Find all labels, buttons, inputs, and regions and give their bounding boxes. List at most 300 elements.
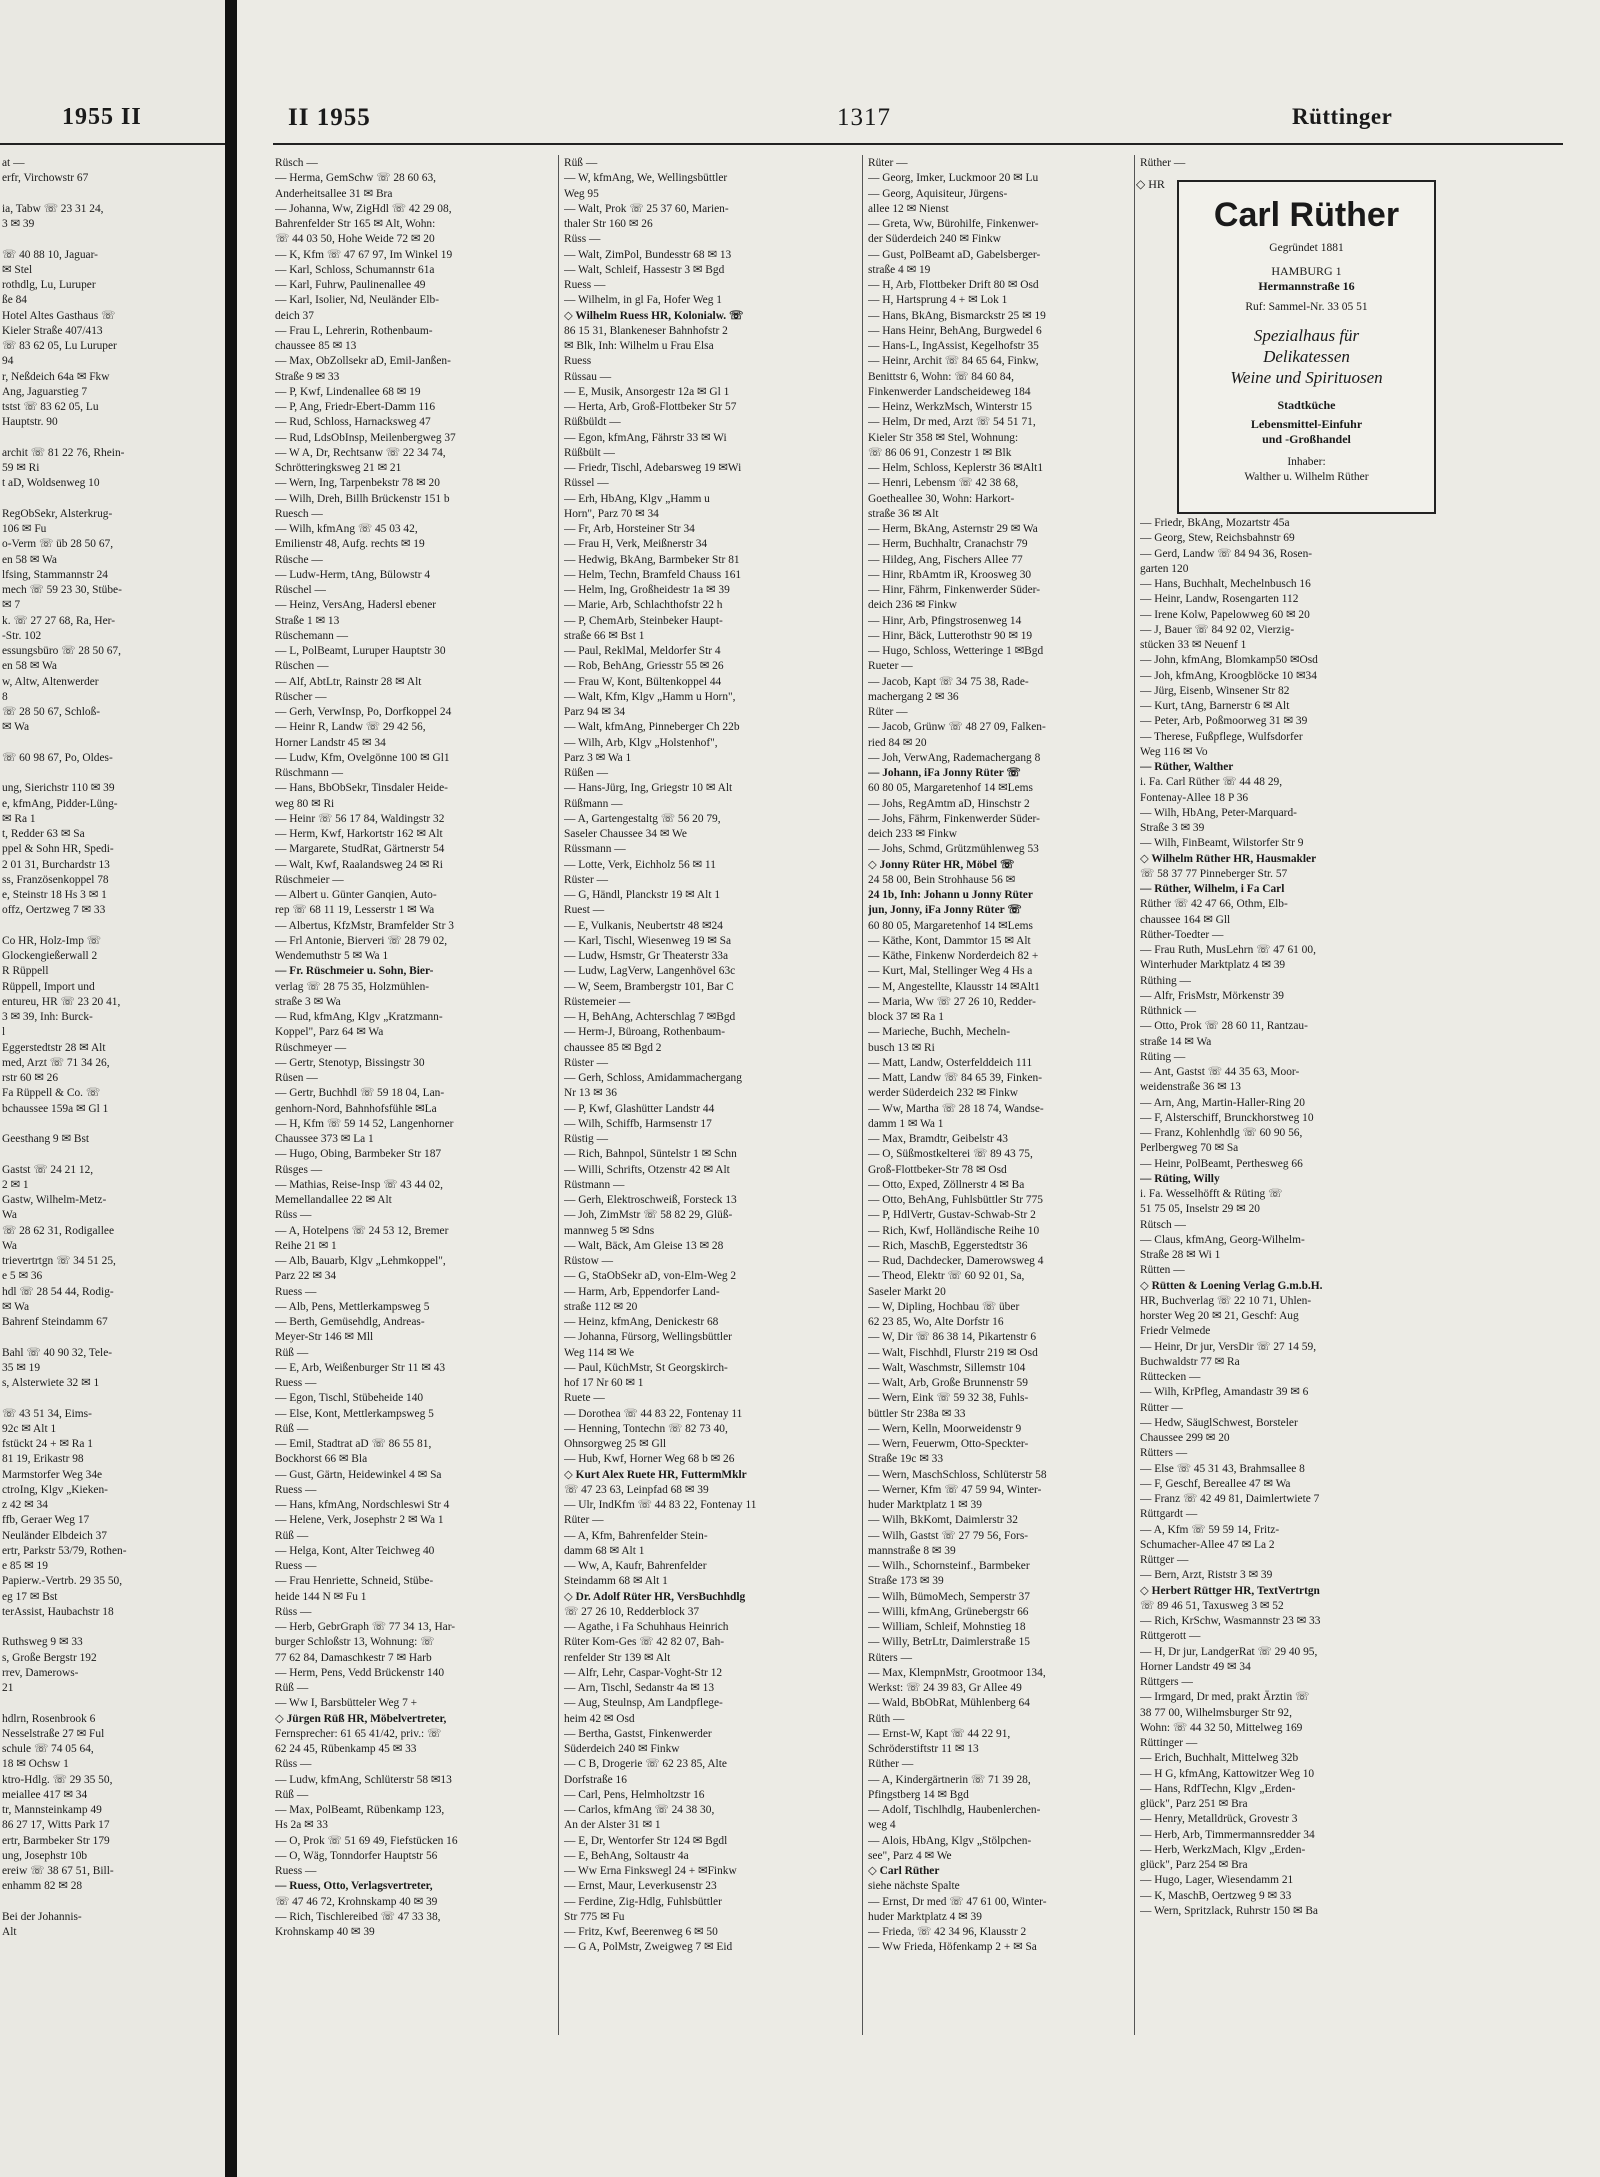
directory-line: ctroIng, Klgv „Kieken-: [2, 1483, 108, 1496]
directory-line: — Marieche, Buchh, Mecheln-: [868, 1026, 1011, 1039]
directory-line: — Hinr, Bäck, Lutterothstr 90 ✉ 19: [868, 629, 1033, 642]
directory-line: Chaussee 299 ✉ 20: [1140, 1432, 1230, 1444]
directory-line: ◇ Jürgen Rüß HR, Möbelvertreter,: [275, 1712, 447, 1725]
directory-line: e, Steinstr 18 Hs 3 ✉ 1: [2, 889, 107, 901]
directory-line: — J, Bauer ☏ 84 92 02, Vierzig-: [1140, 623, 1295, 636]
directory-line: busch 13 ✉ Ri: [868, 1041, 935, 1054]
directory-line: — Wern, Ing, Tarpenbekstr 78 ✉ 20: [275, 477, 440, 490]
previous-page-header-rule: [0, 143, 225, 145]
directory-line: — P, ChemArb, Steinbeker Haupt-: [564, 614, 723, 627]
directory-line: — Hedw, SäuglSchwest, Borsteler: [1140, 1416, 1298, 1429]
directory-line: straße 66 ✉ Bst 1: [564, 629, 645, 642]
directory-line: — Karl, Isolier, Nd, Neuländer Elb-: [275, 294, 440, 307]
directory-line: Ohnsorgweg 25 ✉ Gll: [564, 1438, 667, 1450]
directory-line: Hauptstr. 90: [2, 416, 58, 429]
directory-line: i. Fa. Wesselhöfft & Rüting ☏: [1140, 1188, 1283, 1200]
directory-line: damm 68 ✉ Alt 1: [564, 1544, 645, 1557]
directory-line: Rüth —: [868, 1712, 905, 1725]
directory-line: [2, 1147, 224, 1162]
directory-line: allee 12 ✉ Nienst: [868, 202, 949, 215]
directory-line: Memellandallee 22 ✉ Alt: [275, 1194, 392, 1206]
directory-line: — Johs, Fährm, Finkenwerder Süder-: [868, 812, 1040, 825]
directory-line: — Hans, BkAng, Bismarckstr 25 ✉ 19: [868, 309, 1046, 322]
directory-line: Rüthing —: [1140, 974, 1191, 987]
directory-line: Rüssel —: [564, 477, 609, 490]
directory-line: — Walt, Arb, Große Brunnenstr 59: [868, 1377, 1028, 1389]
directory-line: — Gerh, Elektroschweiß, Forsteck 13: [564, 1194, 737, 1206]
directory-line: — Friedr, BkAng, Mozartstr 45a: [1140, 517, 1290, 529]
directory-line: weg 80 ✉ Ri: [275, 797, 335, 810]
directory-line: — Adolf, Tischlhdlg, Haubenlerchen-: [868, 1804, 1041, 1816]
directory-line: Dorfstraße 16: [564, 1773, 627, 1786]
directory-line: ✉ Blk, Inh: Wilhelm u Frau Elsa: [564, 340, 714, 352]
directory-line: — Hans, Buchhalt, Mechelnbusch 16: [1140, 578, 1311, 590]
directory-line: — Wern, Eink ☏ 59 32 38, Fuhls-: [868, 1392, 1029, 1405]
directory-line: — Wern, Feuerwm, Otto-Speckter-: [868, 1438, 1029, 1450]
ad-street: Hermannstraße 16: [1258, 279, 1355, 293]
directory-line: — Frau Henriette, Schneid, Stübe-: [275, 1575, 434, 1588]
directory-line: erfr, Virchowstr 67: [2, 172, 89, 185]
directory-line: — Helga, Kont, Alter Teichweg 40: [275, 1544, 435, 1557]
directory-line: — Ruess, Otto, Verlagsvertreter,: [275, 1880, 433, 1893]
directory-line: med, Arzt ☏ 71 34 26,: [2, 1056, 110, 1069]
directory-line: — Irene Kolw, Papelowweg 60 ✉ 20: [1140, 608, 1310, 621]
directory-line: — Rich, MaschB, Eggerstedtstr 36: [868, 1239, 1028, 1252]
directory-line: meiallee 417 ✉ 34: [2, 1788, 88, 1801]
directory-line: Rüß —: [564, 157, 598, 169]
directory-line: — Wilh, Gastst ☏ 27 79 56, Fors-: [868, 1529, 1029, 1542]
directory-line: — Georg, Stew, Reichsbahnstr 69: [1140, 532, 1295, 545]
directory-line: Rüther-Toedter —: [1140, 928, 1224, 941]
directory-line: Rüssau —: [564, 370, 612, 383]
directory-line: Alt: [2, 1926, 17, 1938]
directory-line: 3 ✉ 39, Inh: Burck-: [2, 1011, 93, 1023]
directory-line: — Hildeg, Ang, Fischers Allee 77: [868, 553, 1023, 566]
directory-line: — Wilh., Schornsteinf., Barmbeker: [868, 1560, 1030, 1572]
directory-line: Friedr Velmede: [1140, 1325, 1211, 1338]
directory-line: — H, Dr jur, LandgerRat ☏ 29 40 95,: [1140, 1645, 1318, 1658]
directory-line: ◇ Wilhelm Rüther HR, Hausmakler: [1140, 852, 1317, 865]
column-divider-1: [558, 155, 559, 2035]
directory-line: Fa Rüppell & Co. ☏: [2, 1087, 101, 1100]
directory-line: Weg 116 ✉ Vo: [1140, 745, 1208, 758]
directory-line: huder Marktplatz 4 ✉ 39: [868, 1910, 982, 1923]
directory-line: — Herm, BkAng, Asternstr 29 ✉ Wa: [868, 523, 1038, 535]
directory-line: Perlbergweg 70 ✉ Sa: [1140, 1142, 1239, 1155]
directory-line: Winterhuder Marktplatz 4 ✉ 39: [1140, 959, 1286, 972]
directory-line: — Alfr, Lehr, Caspar-Voght-Str 12: [564, 1666, 723, 1679]
directory-line: — Helene, Verk, Josephstr 2 ✉ Wa 1: [275, 1514, 444, 1527]
directory-line: — Walt, Bäck, Am Gleise 13 ✉ 28: [564, 1239, 724, 1252]
directory-line: — Herm, Pens, Vedd Brückenstr 140: [275, 1666, 445, 1679]
previous-page-edge: [0, 0, 225, 2177]
directory-line: 92c ✉ Alt 1: [2, 1422, 57, 1435]
directory-line: Schrötteringksweg 21 ✉ 21: [275, 462, 402, 474]
directory-line: ertr, Parkstr 53/79, Rothen-: [2, 1544, 127, 1557]
directory-line: huder Marktplatz 1 ✉ 39: [868, 1499, 982, 1511]
directory-line: — O, Süßmostkelterei ☏ 89 43 75,: [868, 1148, 1033, 1161]
directory-line: Rüthnick —: [1140, 1005, 1197, 1017]
directory-line: — Walt, Fischhdl, Flurstr 219 ✉ Osd: [868, 1346, 1038, 1359]
directory-line: t, Redder 63 ✉ Sa: [2, 828, 85, 840]
directory-line: — Dorothea ☏ 44 83 22, Fontenay 11: [564, 1407, 743, 1420]
directory-line: Rüschmeyer —: [275, 1041, 347, 1054]
directory-line: — Gertr, Buchhdl ☏ 59 18 04, Lan-: [275, 1087, 445, 1100]
directory-line: — Johs, Schmd, Grützmühlenweg 53: [868, 843, 1039, 856]
directory-line: Rüttgers —: [1140, 1676, 1193, 1688]
directory-line: — Heinz, kfmAng, Denickestr 68: [564, 1316, 719, 1328]
directory-line: — Gust, PolBeamt aD, Gabelsberger-: [868, 248, 1041, 261]
directory-line: Wendemuthstr 5 ✉ Wa 1: [275, 950, 389, 962]
directory-line: — Ernst, Dr med ☏ 47 61 00, Winter-: [868, 1895, 1047, 1908]
directory-line: — Hans-Jürg, Ing, Griegstr 10 ✉ Alt: [564, 782, 733, 795]
directory-line: Neuländer Elbdeich 37: [2, 1529, 108, 1542]
directory-line: chaussee 164 ✉ Gll: [1140, 913, 1231, 926]
directory-line: 81 19, Erikastr 98: [2, 1453, 84, 1466]
directory-line: 2 ✉ 1: [2, 1178, 29, 1191]
directory-line: burger Schloßstr 13, Wohnung: ☏: [275, 1636, 435, 1649]
directory-line: — F, Geschf, Bereallee 47 ✉ Wa: [1140, 1477, 1291, 1490]
book-gutter: [225, 0, 237, 2177]
directory-line: straße 4 ✉ 19: [868, 263, 931, 276]
directory-line: — Ant, Gastst ☏ 44 35 63, Moor-: [1140, 1066, 1300, 1078]
directory-line: Rüting —: [1140, 1050, 1186, 1063]
directory-line: Rüttgardt —: [1140, 1508, 1198, 1521]
directory-line: — Wilh, BkKomt, Daimlerstr 32: [868, 1514, 1018, 1527]
directory-line: Koppel", Parz 64 ✉ Wa: [275, 1026, 384, 1039]
directory-line: Rüter Kom-Ges ☏ 42 82 07, Bah-: [564, 1636, 725, 1649]
directory-line: — Wilh, HbAng, Peter-Marquard-: [1140, 806, 1297, 819]
directory-line: siehe nächste Spalte: [868, 1880, 960, 1893]
directory-line: — Matt, Landw, Osterfelddeich 111: [868, 1056, 1033, 1069]
directory-line: Co HR, Holz-Imp ☏: [2, 934, 102, 947]
directory-line: — P, Kwf, Lindenallee 68 ✉ 19: [275, 385, 421, 398]
directory-line: — Frau Ruth, MusLehrn ☏ 47 61 00,: [1140, 944, 1316, 956]
directory-line: block 37 ✉ Ra 1: [868, 1011, 944, 1023]
directory-line: i. Fa. Carl Rüther ☏ 44 48 29,: [1140, 776, 1283, 789]
directory-line: Bahrenf Steindamm 67: [2, 1316, 108, 1328]
directory-line: — O, Prok ☏ 51 69 49, Fiefstücken 16: [275, 1834, 458, 1847]
directory-line: Fontenay-Allee 18 P 36: [1140, 791, 1249, 804]
ad-slogan-2: Delikatessen: [1263, 347, 1350, 366]
directory-line: — Ulr, IndKfm ☏ 44 83 22, Fontenay 11: [564, 1499, 757, 1511]
directory-line: Weg 95: [564, 187, 599, 200]
directory-line: — John, kfmAng, Blomkamp50 ✉Osd: [1140, 654, 1318, 667]
directory-line: rep ☏ 68 11 19, Lesserstr 1 ✉ Wa: [275, 904, 435, 917]
directory-line: Straße 1 ✉ 13: [275, 614, 340, 627]
directory-line: e 5 ✉ 36: [2, 1270, 43, 1283]
directory-line: glück", Parz 251 ✉ Bra: [1140, 1798, 1248, 1810]
directory-line: — Otto, Prok ☏ 28 60 11, Rantzau-: [1140, 1020, 1308, 1033]
ad-founded: Gegründet 1881: [1269, 242, 1344, 254]
directory-line: ☏ 89 46 51, Taxusweg 3 ✉ 52: [1140, 1599, 1284, 1612]
directory-line: — Hinr, Fährm, Finkenwerder Süder-: [868, 584, 1041, 596]
directory-line: — Wern, MaschSchloss, Schlüterstr 58: [868, 1468, 1047, 1481]
directory-line: eg 17 ✉ Bst: [2, 1590, 58, 1603]
directory-line: ße 84: [2, 294, 27, 307]
directory-line: — Wilh, Arb, Klgv „Holstenhof",: [564, 736, 718, 749]
directory-line: — P, HdlVertr, Gustav-Schwab-Str 2: [868, 1209, 1036, 1222]
directory-line: — A, Hotelpens ☏ 24 53 12, Bremer: [275, 1224, 449, 1237]
directory-line: ung, Sierichstr 110 ✉ 39: [2, 782, 115, 795]
directory-line: — Karl, Schloss, Schumannstr 61a: [275, 263, 435, 276]
directory-line: Rüßmann —: [564, 797, 623, 810]
directory-line: — Wald, BbObRat, Mühlenberg 64: [868, 1697, 1030, 1710]
directory-line: [2, 1696, 224, 1711]
directory-line: — Willi, kfmAng, Grünebergstr 66: [868, 1605, 1029, 1618]
directory-line: — Alois, HbAng, Klgv „Stölpchen-: [868, 1834, 1032, 1847]
directory-line: Goetheallee 30, Wohn: Harkort-: [868, 492, 1015, 505]
directory-line: Rüßbüldt —: [564, 416, 621, 429]
directory-line: — Ernst, Maur, Leverkusenstr 23: [564, 1880, 717, 1893]
directory-line: Geesthang 9 ✉ Bst: [2, 1133, 90, 1145]
directory-line: e, kfmAng, Pidder-Lüng-: [2, 797, 118, 810]
directory-line: trievertrtgn ☏ 34 51 25,: [2, 1255, 116, 1267]
directory-line: Rüßbült —: [564, 446, 615, 459]
directory-line: — L, PolBeamt, Luruper Hauptstr 30: [275, 645, 446, 657]
directory-line: 77 62 84, Damaschkestr 7 ✉ Harb: [275, 1651, 432, 1664]
directory-line: [2, 232, 224, 247]
directory-line: — Paul, ReklMal, Meldorfer Str 4: [564, 645, 721, 657]
directory-line: 8: [2, 690, 8, 703]
directory-line: Horner Landstr 49 ✉ 34: [1140, 1660, 1251, 1673]
directory-line: Rüsch —: [275, 157, 318, 169]
directory-line: t aD, Woldsenweg 10: [2, 477, 100, 490]
directory-line: — Ludw, Kfm, Ovelgönne 100 ✉ Gl1: [275, 751, 450, 764]
directory-line: — Heinr ☏ 56 17 84, Waldingstr 32: [275, 812, 445, 825]
directory-line: 51 75 05, Inselstr 29 ✉ 20: [1140, 1203, 1260, 1216]
ad-owners: Walther u. Wilhelm Rüther: [1244, 471, 1369, 483]
directory-line: — Walt, Kwf, Raalandsweg 24 ✉ Ri: [275, 858, 443, 871]
directory-line: ffb, Geraer Weg 17: [2, 1514, 90, 1527]
directory-line: — Herm-J, Büroang, Rothenbaum-: [564, 1026, 726, 1039]
directory-line: — Otto, BehAng, Fuhlsbüttler Str 775: [868, 1194, 1043, 1206]
directory-line: ia, Tabw ☏ 23 31 24,: [2, 202, 104, 215]
directory-line: — Otto, Exped, Zöllnerstr 4 ✉ Ba: [868, 1178, 1025, 1191]
directory-line: terAssist, Haubachstr 18: [2, 1605, 114, 1618]
directory-line: — A, Gartengestaltg ☏ 56 20 79,: [564, 812, 721, 825]
directory-line: — Ludw, Hsmstr, Gr Theaterstr 33a: [564, 950, 729, 962]
directory-line: Rüster —: [564, 873, 608, 886]
directory-line: ☏ 47 23 63, Leinpfad 68 ✉ 39: [564, 1483, 709, 1496]
directory-line: — Albert u. Günter Ganqien, Auto-: [275, 889, 437, 901]
directory-line: Saseler Chaussee 34 ✉ We: [564, 828, 687, 840]
directory-column-1: [275, 156, 556, 2041]
directory-line: fstückt 24 + ✉ Ra 1: [2, 1438, 93, 1450]
directory-line: — Gertr, Stenotyp, Bissingstr 30: [275, 1056, 425, 1069]
directory-line: Pfingstberg 14 ✉ Bgd: [868, 1788, 969, 1801]
directory-line: Rüter —: [868, 157, 908, 169]
directory-line: straße 112 ✉ 20: [564, 1300, 638, 1313]
directory-line: heim 42 ✉ Osd: [564, 1712, 635, 1725]
directory-line: Rüß —: [275, 1682, 309, 1694]
directory-line: — G A, PolMstr, Zweigweg 7 ✉ Eid: [564, 1941, 733, 1954]
directory-line: R Rüppell: [2, 965, 49, 978]
directory-line: hdl ☏ 28 54 44, Rodig-: [2, 1285, 114, 1298]
directory-line: Ruess —: [275, 1285, 317, 1298]
directory-line: — Ludw-Herm, tAng, Bülowstr 4: [275, 568, 431, 581]
directory-line: [2, 1620, 224, 1635]
directory-line: — Walt, Waschmstr, Sillemstr 104: [868, 1361, 1026, 1374]
directory-line: Rütten —: [1140, 1264, 1185, 1277]
directory-line: — Claus, kfmAng, Georg-Wilhelm-: [1140, 1233, 1305, 1246]
directory-line: [2, 1330, 224, 1345]
directory-line: Rüstow —: [564, 1255, 614, 1267]
directory-line: mannstraße 8 ✉ 39: [868, 1544, 956, 1557]
directory-line: essungsbüro ☏ 28 50 67,: [2, 645, 121, 657]
directory-line: 86 15 31, Blankeneser Bahnhofstr 2: [564, 324, 728, 337]
directory-line: Rüsen —: [275, 1072, 318, 1084]
directory-line: Rüschen —: [275, 660, 329, 673]
directory-line: 62 24 45, Rübenkamp 45 ✉ 33: [275, 1743, 417, 1755]
directory-line: garten 120: [1140, 562, 1189, 575]
directory-line: ☏ 27 26 10, Redderblock 37: [564, 1605, 700, 1618]
directory-line: Horn", Parz 70 ✉ 34: [564, 507, 659, 520]
directory-line: Papierw.-Vertrb. 29 35 50,: [2, 1575, 123, 1588]
directory-line: Rüsges —: [275, 1163, 323, 1176]
directory-line: — Egon, Tischl, Stübeheide 140: [275, 1392, 424, 1405]
directory-line: — Frau L, Lehrerin, Rothenbaum-: [275, 324, 433, 337]
directory-line: Werkst: ☏ 24 39 83, Gr Allee 49: [868, 1682, 1022, 1694]
right-header: Rüttinger: [1292, 104, 1393, 129]
directory-line: Straße 173 ✉ 39: [868, 1575, 944, 1588]
directory-line: Gastw, Wilhelm-Metz-: [2, 1194, 107, 1206]
ad-slogan-1: Spezialhaus für: [1253, 326, 1360, 345]
directory-line: bchaussee 159a ✉ Gl 1: [2, 1102, 109, 1115]
directory-line: — Lotte, Verk, Eichholz 56 ✉ 11: [564, 858, 716, 871]
directory-line: Rüss —: [564, 233, 601, 246]
directory-line: — Paul, KüchMstr, St Georgskirch-: [564, 1361, 728, 1374]
directory-line: — Therese, Fußpflege, Wulfsdorfer: [1140, 730, 1303, 743]
directory-line: Rüsche —: [275, 553, 323, 566]
directory-line: ss, Französenkoppel 78: [2, 873, 109, 886]
directory-line: renfelder Str 139 ✉ Alt: [564, 1651, 671, 1664]
ad-trade-1: Lebensmittel-Einfuhr: [1250, 417, 1363, 431]
directory-line: — Rüther, Wilhelm, i Fa Carl: [1140, 883, 1285, 895]
directory-line: — Rud, kfmAng, Klgv „Kratzmann-: [275, 1011, 443, 1023]
directory-line: archit ☏ 81 22 76, Rhein-: [2, 446, 125, 459]
directory-line: — Emil, Stadtrat aD ☏ 86 55 81,: [275, 1438, 432, 1450]
directory-column-4: [1140, 516, 1440, 2041]
directory-line: — Walt, Kfm, Klgv „Hamm u Horn",: [564, 690, 736, 703]
directory-line: k. ☏ 27 27 68, Ra, Her-: [2, 614, 116, 627]
directory-line: — Hugo, Lager, Wiesendamm 21: [1140, 1874, 1294, 1887]
directory-line: Parz 94 ✉ 34: [564, 706, 626, 718]
directory-line: Ruess —: [275, 1377, 317, 1389]
directory-line: — Erich, Buchhalt, Mittelweg 32b: [1140, 1752, 1299, 1765]
directory-line: s, Große Bergstr 192: [2, 1651, 97, 1664]
directory-line: — W, Dipling, Hochbau ☏ über: [868, 1300, 1020, 1313]
directory-line: — Theod, Elektr ☏ 60 92 01, Sa,: [868, 1270, 1025, 1283]
directory-line: z 42 ✉ 34: [2, 1499, 48, 1511]
directory-line: — Walt, Schleif, Hassestr 3 ✉ Bgd: [564, 263, 725, 276]
directory-line: Rüss —: [275, 1758, 312, 1771]
directory-line: Rüttecken —: [1140, 1371, 1201, 1383]
directory-line: ☏ 28 50 67, Schloß-: [2, 706, 101, 718]
directory-line: Hotel Altes Gasthaus ☏: [2, 309, 116, 322]
directory-line: — Walt, ZimPol, Bundesstr 68 ✉ 13: [564, 248, 732, 261]
directory-line: [2, 1895, 224, 1910]
directory-line: — Mathias, Reise-Insp ☏ 43 44 02,: [275, 1178, 444, 1191]
directory-line: jun, Jonny, iFa Jonny Rüter ☏: [868, 904, 1022, 917]
directory-line: ktro-Hdlg. ☏ 29 35 50,: [2, 1773, 113, 1786]
directory-line: — Käthe, Kont, Dammtor 15 ✉ Alt: [868, 934, 1031, 947]
directory-line: 62 23 85, Wo, Alte Dorfstr 16: [868, 1316, 1004, 1328]
directory-line: — Hans, kfmAng, Nordschleswi Str 4: [275, 1499, 450, 1511]
directory-line: 94: [2, 355, 14, 368]
directory-line: — Alb, Pens, Mettlerkampsweg 5: [275, 1300, 430, 1313]
directory-line: — Gust, Gärtn, Heidewinkel 4 ✉ Sa: [275, 1468, 442, 1481]
directory-line: hof 17 Nr 60 ✉ 1: [564, 1377, 644, 1389]
directory-line: — Frau W, Kont, Bültenkoppel 44: [564, 675, 722, 688]
directory-line: [2, 766, 224, 781]
directory-line: — Frau H, Verk, Meißnerstr 34: [564, 538, 708, 551]
directory-line: — Egon, kfmAng, Fährstr 33 ✉ Wi: [564, 431, 727, 444]
directory-line: Wa: [2, 1239, 17, 1252]
directory-line: tr, Mannsteinkamp 49: [2, 1804, 102, 1816]
directory-line: Rüther —: [868, 1758, 914, 1771]
directory-line: — Jacob, Grünw ☏ 48 27 09, Falken-: [868, 721, 1046, 734]
directory-line: verlag ☏ 28 75 35, Holzmühlen-: [275, 980, 430, 993]
directory-line: — Wilh, KrPfleg, Amandastr 39 ✉ 6: [1140, 1386, 1309, 1399]
previous-page-column: [2, 156, 224, 2146]
directory-line: straße 14 ✉ Wa: [1140, 1035, 1212, 1048]
directory-line: Rüschmann —: [275, 767, 344, 779]
directory-line: Ruess —: [275, 1560, 317, 1572]
directory-line: — Wilh, FinBeamt, Wilstorfer Str 9: [1140, 837, 1304, 850]
ad-company-name: Carl Rüther: [1213, 196, 1400, 234]
directory-line: ◇ Wilhelm Ruess HR, Kolonialw. ☏: [564, 309, 744, 322]
directory-line: — Carlos, kfmAng ☏ 24 38 30,: [564, 1804, 715, 1816]
directory-line: — G, Händl, Planckstr 19 ✉ Alt 1: [564, 889, 721, 901]
directory-line: — Rob, BehAng, Griesstr 55 ✉ 26: [564, 660, 724, 673]
directory-line: 3 ✉ 39: [2, 218, 35, 230]
ad-slogan-3: Weine und Spirituosen: [1230, 368, 1383, 387]
directory-line: Rüstmann —: [564, 1178, 625, 1191]
directory-line: Ang, Jaguarstieg 7: [2, 385, 88, 398]
directory-line: — Else ☏ 45 31 43, Brahmsallee 8: [1140, 1462, 1305, 1475]
directory-line: hdlrn, Rosenbrook 6: [2, 1712, 96, 1725]
directory-line: — Ww Erna Finkswegl 24 + ✉Finkw: [564, 1865, 737, 1877]
directory-line: — Fritz, Kwf, Beerenweg 6 ✉ 50: [564, 1926, 718, 1938]
directory-line: — W, Seem, Brambergstr 101, Bar C: [564, 980, 734, 993]
directory-line: Rüschmeier —: [275, 873, 344, 886]
directory-line: — Kurt, tAng, Barnerstr 6 ✉ Alt: [1140, 700, 1290, 712]
directory-line: RegObSekr, Alsterkrug-: [2, 507, 113, 520]
directory-line: — Agathe, i Fa Schuhhaus Heinrich: [564, 1621, 729, 1633]
directory-line: Chaussee 373 ✉ La 1: [275, 1133, 374, 1145]
directory-line: damm 1 ✉ Wa 1: [868, 1117, 944, 1130]
directory-line: Schumacher-Allee 47 ✉ La 2: [1140, 1538, 1275, 1551]
directory-line: — H, BehAng, Achterschlag 7 ✉Bgd: [564, 1011, 736, 1023]
directory-line: — Rüting, Willy: [1140, 1172, 1220, 1185]
ad-phone: Ruf: Sammel-Nr. 33 05 51: [1245, 301, 1368, 313]
directory-line: — Wilh, kfmAng ☏ 45 03 42,: [275, 523, 418, 535]
directory-line: lfsing, Stammannstr 24: [2, 568, 108, 581]
directory-line: — W A, Dr, Rechtsanw ☏ 22 34 74,: [275, 446, 446, 459]
directory-line: heide 144 N ✉ Fu 1: [275, 1590, 367, 1603]
directory-line: — Ww, Martha ☏ 28 18 74, Wandse-: [868, 1102, 1044, 1115]
directory-line: — Käthe, Finkenw Norderdeich 82 +: [868, 950, 1039, 962]
directory-line: 35 ✉ 19: [2, 1361, 41, 1374]
directory-line: Hs 2a ✉ 33: [275, 1819, 328, 1832]
directory-line: — H G, kfmAng, Kattowitzer Weg 10: [1140, 1767, 1315, 1780]
directory-line: — Peter, Arb, Poßmoorweg 31 ✉ 39: [1140, 715, 1308, 728]
directory-line: Rüttger —: [1140, 1554, 1189, 1566]
directory-line: rrev, Damerows-: [2, 1666, 79, 1679]
directory-line: — Max, PolBeamt, Rübenkamp 123,: [275, 1804, 445, 1816]
directory-line: — Heinr R, Landw ☏ 29 42 56,: [275, 721, 426, 734]
